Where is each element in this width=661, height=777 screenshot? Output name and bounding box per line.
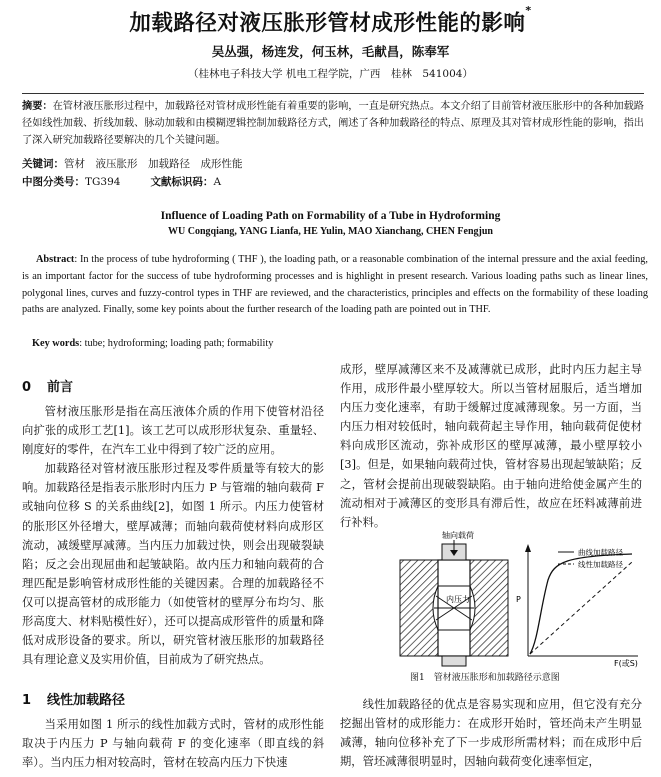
y-axis-label: P bbox=[516, 595, 521, 604]
section-0-heading: 0 前言 bbox=[22, 380, 74, 395]
clc-value: TG394 bbox=[85, 176, 121, 188]
doc-code-value: A bbox=[213, 176, 222, 188]
pressure-label-1: 内压力 bbox=[446, 595, 470, 604]
abstract-en-label: Abstract bbox=[36, 254, 75, 265]
paragraph: 当采用如图 1 所示的线性加载方式时，管材的成形性能取决于内压力 P 与轴向载荷 F 的变化速率（即直线的斜率）。当内压力相对较高时，管材在较高内压力下快速 bbox=[22, 718, 324, 770]
linear-loading-path bbox=[530, 562, 632, 654]
bottom-punch bbox=[442, 656, 466, 666]
paragraph: 成形，壁厚减薄区来不及减薄就已成形，此时内压力起主导作用，成形件最小壁厚较大。所以当管材屈服后，适当增加内压力变化速率，有助于缓解过度减薄现象。另一方面，当内压力相对较低时，轴向载荷起主导作用，轴向载荷促使材料向成形区流动，弥补成形区的壁厚减薄，最小壁厚较小[3]。但是，如果轴向载荷过快，管材容易出现起皱缺陷；反之，管材会提前出现破裂缺陷。由于轴向进给使金属产生的流动相对于减薄区的变形具有滞后性，故应在坯料减薄前进行补料。 bbox=[340, 363, 642, 529]
right-column-text bbox=[340, 360, 642, 532]
header-rule bbox=[22, 93, 644, 94]
keywords-zh-text: 管材 液压胀形 加载路径 成形性能 bbox=[64, 158, 243, 170]
keywords-en-text: : tube; hydroforming; loading path; formability bbox=[79, 338, 274, 349]
abstract-zh-text: 在管材液压胀形过程中，加载路径对管材成形性能有着重要的影响，一直是研究热点。本文介绍了目前管材液压胀形中的各种加载路径如线性加载、折线加载、脉动加载和由模糊逻辑控制加载路径方式，阐述了各种加载路径的特点、原理及其对管材成形性能的影响，指出了深入研究加载路径要解决的几个关键问题。 bbox=[22, 101, 644, 146]
keywords-zh bbox=[22, 156, 243, 171]
abstract-zh bbox=[22, 98, 644, 149]
paragraph: 线性加载路径的优点是容易实现和应用，但它没有充分挖掘出管材的成形能力：在成形开始时，管坯尚未产生明显减薄，轴向位移补充了下一步成形所需材料；而在成形中后期，管坯减薄很明显时，因轴向载荷变化速率恒定， bbox=[340, 698, 642, 769]
paragraph: 管材液压胀形是指在高压液体介质的作用下使管材沿径向扩张的成形工艺[1]。该工艺可以成形形状复杂、重量轻、刚度好的零件，在汽车工业中得到了较广泛的应用。 bbox=[22, 405, 324, 457]
legend-curve: 曲线加载路径 bbox=[578, 548, 623, 557]
doc-code-label: 文献标识码： bbox=[150, 176, 214, 188]
abstract-zh-label: 摘要： bbox=[22, 100, 53, 112]
classification bbox=[22, 174, 221, 189]
die-right-block bbox=[470, 560, 508, 656]
die-left-block bbox=[400, 560, 438, 656]
figure-1-caption: 图1 管材液压胀形和加载路径示意图 bbox=[410, 673, 560, 683]
clc-label: 中图分类号： bbox=[22, 176, 85, 188]
right-column-bottom bbox=[340, 695, 642, 771]
left-column-text bbox=[22, 402, 324, 669]
abstract-en bbox=[22, 252, 648, 319]
legend-linear: 线性加载路径 bbox=[578, 560, 623, 569]
authors: 吴丛强，杨连发，何玉林，毛献昌，陈奉军 bbox=[211, 44, 450, 59]
figure-1-diagram bbox=[388, 531, 658, 668]
affiliation: （桂林电子科技大学 机电工程学院，广西 桂林 541004） bbox=[188, 68, 473, 80]
english-title: Influence of Loading Path on Formability of a Tube in Hydroforming bbox=[160, 210, 501, 222]
left-column-bottom bbox=[22, 715, 324, 772]
y-axis-arrow bbox=[525, 544, 531, 552]
keywords-zh-label: 关键词： bbox=[22, 158, 64, 170]
keywords-en bbox=[32, 338, 273, 349]
curve-loading-path bbox=[530, 554, 632, 654]
keywords-en-label: Key words bbox=[32, 338, 80, 349]
paragraph: 加载路径对管材液压胀形过程及零件质量等有较大的影响。加载路径是指表示胀形时内压力 P 与管端的轴向载荷 F 或轴向位移 S 的关系曲线[2]，如图 1 所示。内压力使管材的胀形区外径增大，壁厚减薄；而轴向载荷使材料向成形区流动，减缓壁厚减薄。当内压力加载过快，则会出现破裂缺陷；反之会出现屈曲和起皱缺陷。故内压力和轴向载荷的合理匹配是影响管材成形性能的关键因素。合理的加载路径不仅可以提高管材的成形能力（如使管材的壁厚分布均匀、胀形高度大、材料贴模性好），还可以提高成形管件的质量和降低对成形设备的要求。所以，研究管材液压胀形的加载路径具有理论意义及实用价值，目前成为了研究热点。 bbox=[22, 462, 324, 667]
abstract-en-text: : In the process of tube hydroforming ( THF ), the loading path, or a reasonable combination of the internal pressure and the axial feeding, is an important factor for the success of tube hydroforming processes and is highlight in present research. Various loading paths such as linear lines, polygonal lines, curves and fuzzy-control types in THF are reviewed, and the characteristics, principles and effects on the formability of these loading paths are analyzed. Finally, some key points about the further research of the loading path are pointed out in THF. bbox=[22, 254, 648, 316]
english-authors: WU Congqiang, YANG Lianfa, HE Yulin, MAO Xianchang, CHEN Fengjun bbox=[168, 226, 493, 237]
section-1-heading: 1 线性加载路径 bbox=[22, 693, 126, 708]
title-footnote-mark: * bbox=[525, 4, 532, 17]
x-axis-label: F(或S) bbox=[614, 659, 638, 668]
paper-title: 加载路径对液压胀形管材成形性能的影响* bbox=[129, 4, 532, 36]
axial-load-label: 轴向载荷 bbox=[442, 531, 474, 540]
